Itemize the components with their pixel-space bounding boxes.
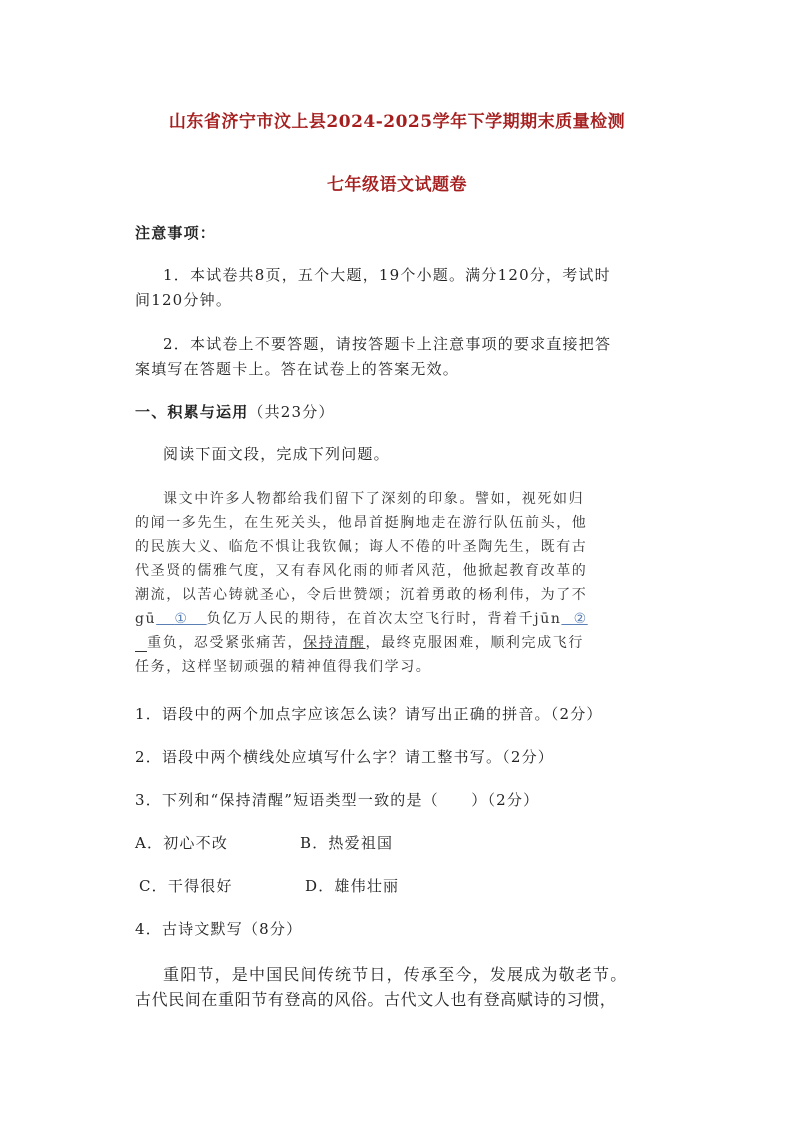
note-2-line-2: 案填写在答题卡上。答在试卷上的答案无效。 [135, 360, 460, 378]
exam-subtitle: 七年级语文试题卷 [327, 175, 467, 195]
exam-title: 山东省济宁市汶上县2024-2025学年下学期期末质量检测 [168, 112, 626, 132]
note-1-line-1: 1．本试卷共8页，五个大题，19个小题。满分120分，考试时 [163, 266, 611, 284]
section-1-title: 一、积累与运用 [135, 403, 249, 421]
question-1: 1．语段中的两个加点字应该怎么读？请写出正确的拼音。（2分） [135, 705, 603, 723]
passage-line: 潮流，以苦心铸就圣心，令后世赞颂；沉着勇敢的杨利伟，为了不 [135, 587, 588, 603]
phrase-keep-clear: 保持清醒 [303, 635, 366, 651]
blank-2 [561, 611, 587, 627]
section-1-score: （共23分） [248, 403, 335, 421]
passage-line [135, 608, 588, 628]
blank-2-number: ② [573, 611, 588, 627]
option-d: D．雄伟壮丽 [305, 877, 400, 895]
question-2: 2．语段中两个横线处应填写什么字？请工整书写。（2分） [135, 748, 554, 766]
note-2-line-1: 2．本试卷上不要答题，请按答题卡上注意事项的要求直接把答 [163, 335, 612, 353]
passage-line [135, 632, 584, 652]
section-1-heading [135, 401, 335, 422]
blank-1-number: ① [174, 611, 189, 627]
passage-line: 的闻一多先生，在生死关头，他昂首挺胸地走在游行队伍前头，他 [135, 515, 588, 531]
blank-1 [156, 611, 206, 627]
option-a: A．初心不改 [135, 834, 229, 852]
pinyin-jun: jūn [534, 611, 562, 627]
passage-text: 负亿万人民的期待，在首次太空飞行时，背着千 [206, 611, 535, 627]
passage-text: 重负，忍受紧张痛苦， [147, 635, 304, 651]
blank-2-tail [135, 635, 147, 652]
section-1-intro: 阅读下面文段，完成下列问题。 [163, 445, 390, 463]
notes-heading: 注意事项： [135, 224, 217, 242]
passage-line: 代圣贤的儒雅气度，又有春风化雨的师者风范，他掀起教育改革的 [135, 563, 588, 579]
question-3: 3．下列和“保持清醒”短语类型一致的是（ ）（2分） [135, 791, 540, 809]
option-c: C．干得很好 [139, 877, 233, 895]
question-4: 4．古诗文默写（8分） [135, 920, 303, 938]
q4-text-line-2: 古代民间在重阳节有登高的风俗。古代文人也有登高赋诗的习惯， [135, 990, 617, 1009]
pinyin-gu: gū [135, 611, 157, 627]
passage-text: ，最终克服困难，顺利完成飞行 [365, 635, 584, 651]
passage-line: 课文中许多人物都给我们留下了深刻的印象。譬如，视死如归 [163, 491, 585, 507]
option-b: B．热爱祖国 [300, 834, 394, 852]
note-1-line-2: 间120分钟。 [135, 291, 233, 309]
passage-line: 的民族大义、临危不惧让我钦佩；诲人不倦的叶圣陶先生，既有古 [135, 539, 588, 555]
passage-line: 任务，这样坚韧顽强的精神值得我们学习。 [135, 659, 432, 675]
q4-text-line-1: 重阳节，是中国民间传统节日，传承至今，发展成为敬老节。 [163, 965, 628, 984]
